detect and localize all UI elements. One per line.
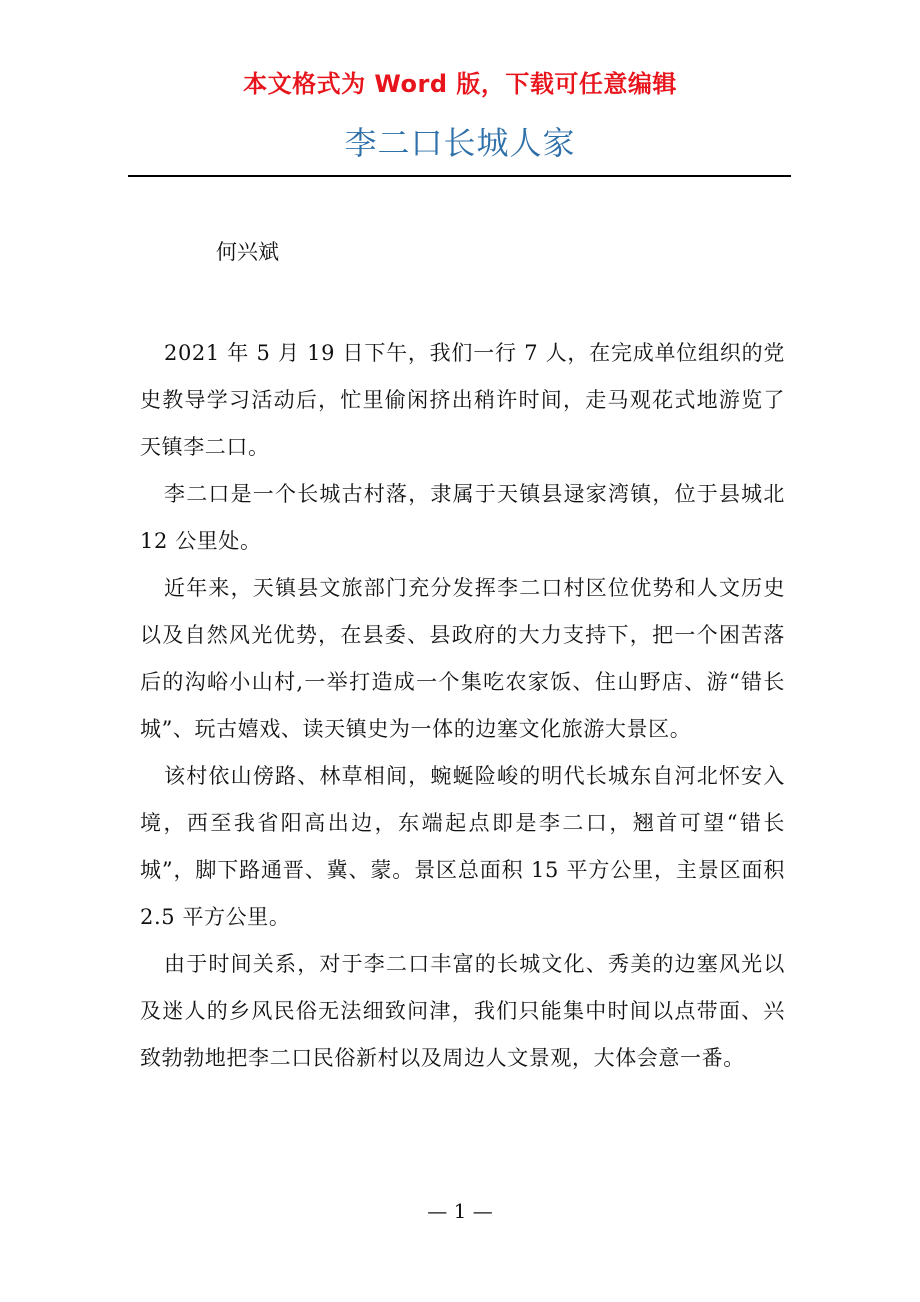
title-divider: [128, 175, 791, 177]
paragraph: 由于时间关系，对于李二口丰富的长城文化、秀美的边塞风光以及迷人的乡风民俗无法细致问津，我们只能集中时间以点带面、兴致勃勃地把李二口民俗新村以及周边人文景观，大体会意一番。: [140, 952, 785, 1070]
paragraph: 2021 年 5 月 19 日下午，我们一行 7 人，在完成单位组织的党史教导学习活动后，忙里偷闲挤出稍许时间，走马观花式地游览了天镇李二口。: [140, 341, 785, 459]
paragraph: 近年来，天镇县文旅部门充分发挥李二口村区位优势和人文历史以及自然风光优势，在县委、县政府的大力支持下，把一个困苦落后的沟峪小山村,一举打造成一个集吃农家饭、住山野店、游“错长城”、玩古嬉戏、读天镇史为一体的边塞文化旅游大景区。: [140, 576, 785, 741]
paragraph: 该村依山傍路、林草相间，蜿蜒险峻的明代长城东自河北怀安入境，西至我省阳高出边，东端起点即是李二口，翘首可望“错长城”，脚下路通晋、冀、蒙。景区总面积 15 平方公里，主景区面积 2.5 平方公里。: [140, 764, 785, 929]
paragraph: 李二口是一个长城古村落，隶属于天镇县逯家湾镇，位于县城北 12 公里处。: [140, 482, 785, 553]
format-notice: 本文格式为 Word 版，下载可任意编辑: [243, 70, 677, 98]
author-name: 何兴斌: [216, 240, 279, 264]
page-number: — 1 —: [427, 1199, 493, 1223]
document-title: 李二口长城人家: [344, 124, 576, 162]
article-body: [140, 330, 785, 1082]
